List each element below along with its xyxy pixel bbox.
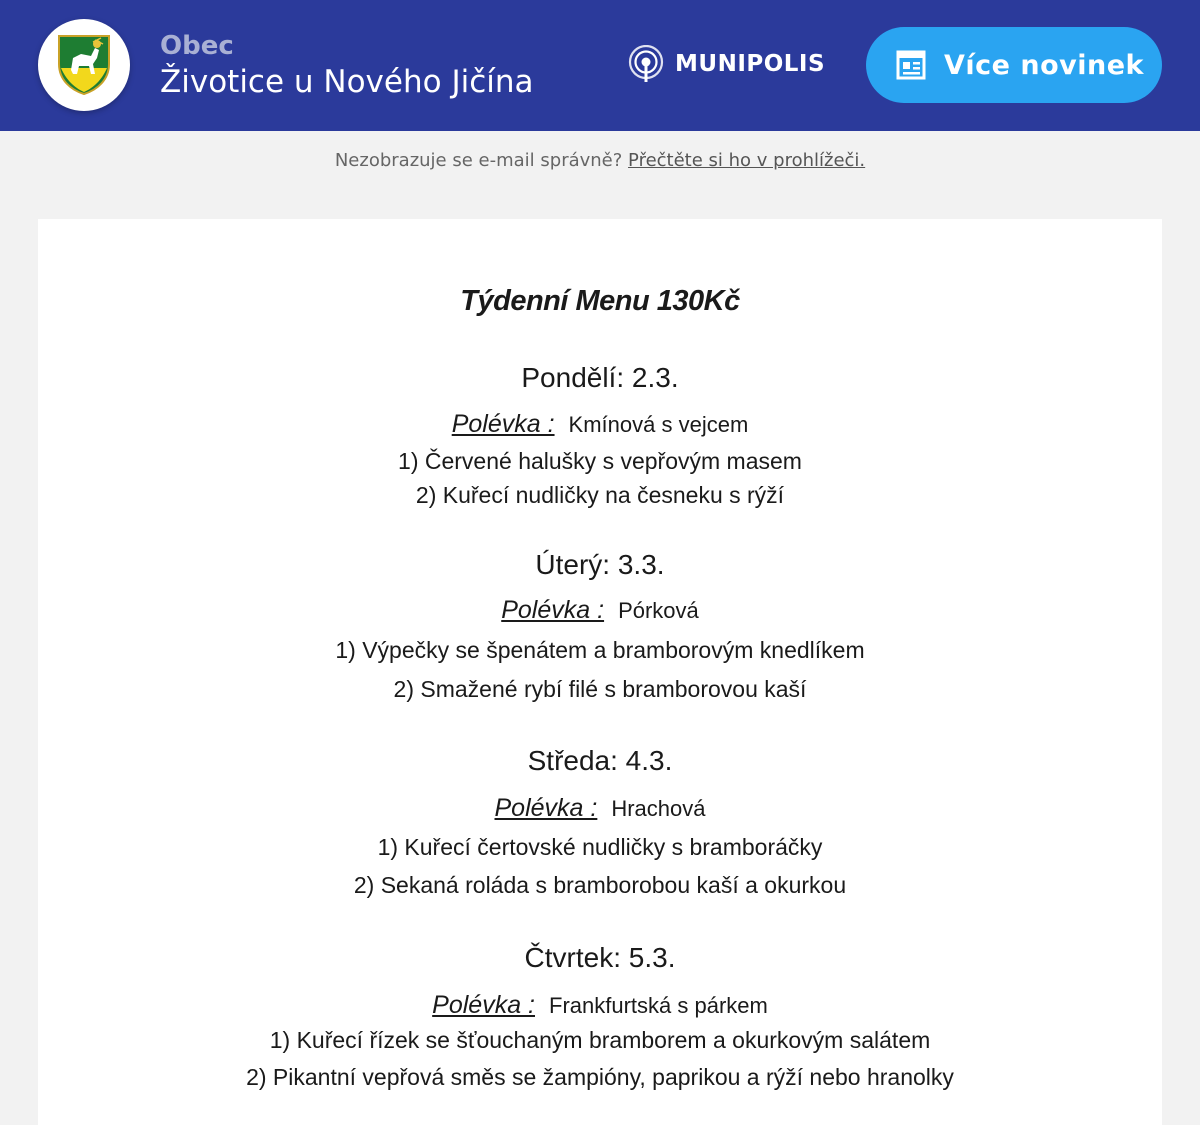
more-news-label: Více novinek	[944, 49, 1144, 81]
soup-label: Polévka :	[451, 410, 555, 438]
day-heading: Pondělí: 2.3.	[521, 362, 679, 393]
newspaper-icon	[896, 50, 926, 80]
coat-of-arms-icon	[57, 34, 111, 96]
munipolis-brand[interactable]	[627, 44, 825, 84]
dish-item: 2) Kuřecí nudličky na česneku s rýží	[415, 482, 785, 508]
soup-line	[38, 410, 1162, 439]
newsletter-content	[38, 219, 1162, 1125]
municipality-title	[160, 30, 534, 102]
soup-name: Hrachová	[611, 796, 706, 821]
menu-title: Týdenní Menu 130Kč	[460, 285, 740, 317]
dish-item: 1) Kuřecí řízek se šťouchaným bramborem a okurkovým salátem	[269, 1027, 931, 1053]
soup-name: Kmínová s vejcem	[568, 412, 749, 437]
email-display-notice	[0, 150, 1200, 171]
broadcast-icon	[627, 45, 665, 83]
header	[0, 0, 1200, 131]
dish-item: 1) Kuřecí čertovské nudličky s bramboráčky	[377, 834, 823, 860]
dish-item: 1) Červené halušky s vepřovým masem	[398, 448, 802, 474]
soup-label: Polévka :	[432, 991, 535, 1019]
soup-line	[38, 794, 1162, 823]
day-heading: Středa: 4.3.	[527, 745, 673, 776]
municipality-name: Životice u Nového Jičína	[160, 64, 534, 100]
title-prefix: Obec	[160, 31, 234, 61]
view-in-browser-link[interactable]: Přečtěte si ho v prohlížeči.	[628, 150, 866, 171]
municipality-logo[interactable]	[38, 19, 130, 111]
soup-label: Polévka :	[494, 794, 598, 822]
soup-name: Pórková	[618, 598, 699, 623]
soup-name: Frankfurtská s párkem	[549, 993, 768, 1018]
dish-item: 1) Výpečky se špenátem a bramborovým knedlíkem	[335, 637, 865, 663]
soup-line	[38, 596, 1162, 625]
dish-item: 2) Pikantní vepřová směs se žampióny, paprikou a rýží nebo hranolky	[246, 1064, 954, 1090]
dish-item: 2) Smažené rybí filé s bramborovou kaší	[393, 676, 807, 702]
dish-item: 2) Sekaná roláda s bramborobou kaší a okurkou	[353, 872, 847, 898]
notice-text: Nezobrazuje se e-mail správně?	[334, 150, 629, 171]
soup-label: Polévka :	[501, 596, 605, 624]
more-news-button[interactable]	[866, 27, 1162, 103]
brand-name: MUNIPOLIS	[675, 51, 826, 77]
day-heading: Čtvrtek: 5.3.	[524, 942, 676, 973]
soup-line	[38, 991, 1162, 1020]
day-heading: Úterý: 3.3.	[535, 549, 665, 580]
